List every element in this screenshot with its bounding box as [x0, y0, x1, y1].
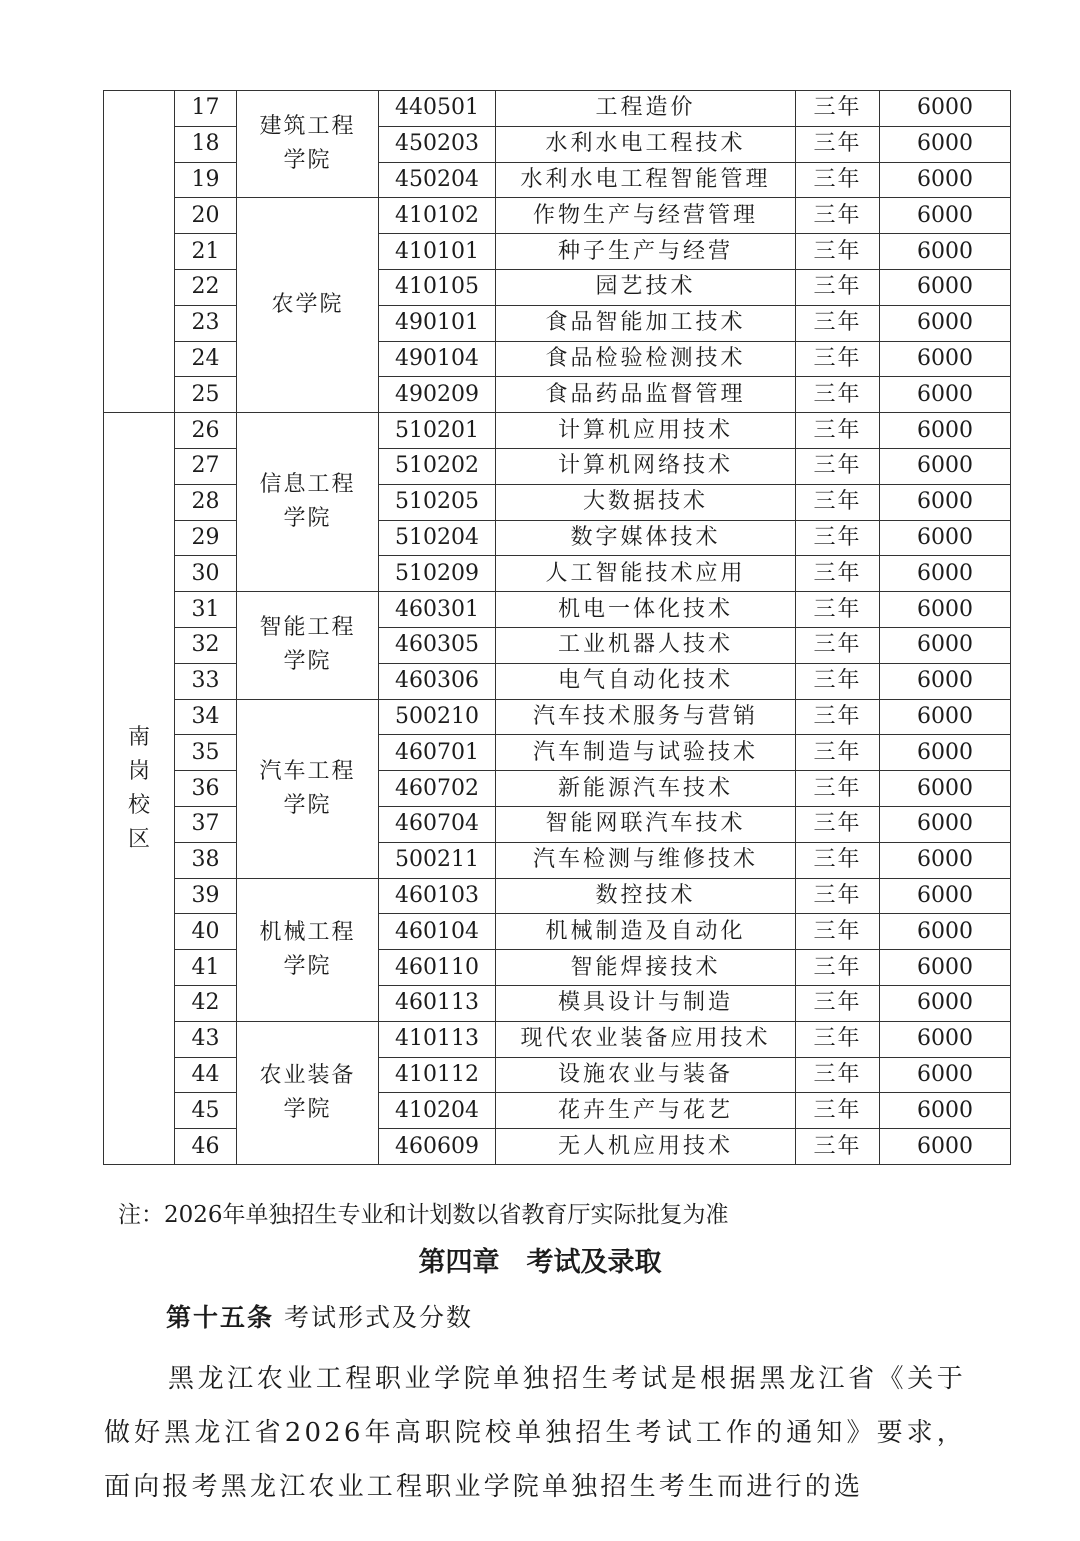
major-name-cell: 汽车技术服务与营销 — [496, 699, 796, 735]
major-code-cell: 510205 — [379, 484, 496, 520]
row-number-cell: 22 — [175, 269, 237, 305]
duration-cell: 三年 — [796, 950, 880, 986]
major-name-cell: 计算机网络技术 — [496, 448, 796, 484]
row-number-cell: 20 — [175, 198, 237, 234]
row-number-cell: 43 — [175, 1021, 237, 1057]
table-row — [104, 878, 1011, 914]
major-code-cell: 450203 — [379, 126, 496, 162]
majors-table-body — [104, 91, 1011, 1165]
fee-cell: 6000 — [880, 699, 1011, 735]
fee-cell: 6000 — [880, 1057, 1011, 1093]
major-code-cell: 460113 — [379, 985, 496, 1021]
article-label: 第十五条 — [166, 1303, 275, 1332]
major-name-cell: 电气自动化技术 — [496, 663, 796, 699]
row-number-cell: 28 — [175, 484, 237, 520]
table-row — [104, 592, 1011, 628]
fee-cell: 6000 — [880, 771, 1011, 807]
row-number-cell: 33 — [175, 663, 237, 699]
duration-cell: 三年 — [796, 663, 880, 699]
fee-cell: 6000 — [880, 556, 1011, 592]
major-code-cell: 410113 — [379, 1021, 496, 1057]
major-name-cell: 新能源汽车技术 — [496, 771, 796, 807]
row-number-cell: 29 — [175, 520, 237, 556]
fee-cell: 6000 — [880, 448, 1011, 484]
article-heading — [166, 1298, 473, 1334]
major-code-cell: 490209 — [379, 377, 496, 413]
row-number-cell: 45 — [175, 1093, 237, 1129]
fee-cell: 6000 — [880, 806, 1011, 842]
major-code-cell: 510204 — [379, 520, 496, 556]
major-code-cell: 460305 — [379, 627, 496, 663]
major-code-cell: 460609 — [379, 1129, 496, 1165]
major-code-cell: 500210 — [379, 699, 496, 735]
fee-cell: 6000 — [880, 878, 1011, 914]
major-code-cell: 510209 — [379, 556, 496, 592]
article-title: 考试形式及分数 — [283, 1303, 473, 1332]
fee-cell: 6000 — [880, 413, 1011, 449]
fee-cell: 6000 — [880, 484, 1011, 520]
college-cell: 智能工程 学院 — [237, 592, 379, 699]
row-number-cell: 30 — [175, 556, 237, 592]
fee-cell: 6000 — [880, 950, 1011, 986]
fee-cell: 6000 — [880, 520, 1011, 556]
major-code-cell: 410102 — [379, 198, 496, 234]
major-code-cell: 410101 — [379, 234, 496, 270]
major-code-cell: 490104 — [379, 341, 496, 377]
row-number-cell: 44 — [175, 1057, 237, 1093]
duration-cell: 三年 — [796, 914, 880, 950]
row-number-cell: 35 — [175, 735, 237, 771]
table-row — [104, 1021, 1011, 1057]
college-cell: 信息工程 学院 — [237, 413, 379, 592]
college-cell: 农学院 — [237, 198, 379, 413]
table-row — [104, 198, 1011, 234]
major-name-cell: 数字媒体技术 — [496, 520, 796, 556]
major-code-cell: 460301 — [379, 592, 496, 628]
fee-cell: 6000 — [880, 305, 1011, 341]
duration-cell: 三年 — [796, 771, 880, 807]
duration-cell: 三年 — [796, 806, 880, 842]
major-name-cell: 数控技术 — [496, 878, 796, 914]
major-code-cell: 490101 — [379, 305, 496, 341]
fee-cell: 6000 — [880, 91, 1011, 127]
row-number-cell: 18 — [175, 126, 237, 162]
major-name-cell: 园艺技术 — [496, 269, 796, 305]
campus-cell — [104, 91, 175, 413]
major-name-cell: 人工智能技术应用 — [496, 556, 796, 592]
major-name-cell: 智能焊接技术 — [496, 950, 796, 986]
majors-table — [103, 90, 1011, 1165]
major-name-cell: 机械制造及自动化 — [496, 914, 796, 950]
row-number-cell: 21 — [175, 234, 237, 270]
duration-cell: 三年 — [796, 985, 880, 1021]
campus-cell: 南 岗 校 区 — [104, 413, 175, 1165]
major-name-cell: 模具设计与制造 — [496, 985, 796, 1021]
fee-cell: 6000 — [880, 842, 1011, 878]
row-number-cell: 40 — [175, 914, 237, 950]
duration-cell: 三年 — [796, 413, 880, 449]
college-cell: 汽车工程 学院 — [237, 699, 379, 878]
major-name-cell: 汽车制造与试验技术 — [496, 735, 796, 771]
major-name-cell: 大数据技术 — [496, 484, 796, 520]
row-number-cell: 19 — [175, 162, 237, 198]
fee-cell: 6000 — [880, 663, 1011, 699]
duration-cell: 三年 — [796, 484, 880, 520]
major-name-cell: 现代农业装备应用技术 — [496, 1021, 796, 1057]
college-cell: 建筑工程 学院 — [237, 91, 379, 198]
row-number-cell: 39 — [175, 878, 237, 914]
duration-cell: 三年 — [796, 269, 880, 305]
fee-cell: 6000 — [880, 627, 1011, 663]
fee-cell: 6000 — [880, 341, 1011, 377]
major-name-cell: 水利水电工程智能管理 — [496, 162, 796, 198]
major-code-cell: 460104 — [379, 914, 496, 950]
row-number-cell: 37 — [175, 806, 237, 842]
major-name-cell: 食品检验检测技术 — [496, 341, 796, 377]
fee-cell: 6000 — [880, 269, 1011, 305]
major-name-cell: 设施农业与装备 — [496, 1057, 796, 1093]
row-number-cell: 42 — [175, 985, 237, 1021]
major-name-cell: 工程造价 — [496, 91, 796, 127]
duration-cell: 三年 — [796, 341, 880, 377]
college-cell: 机械工程 学院 — [237, 878, 379, 1021]
duration-cell: 三年 — [796, 91, 880, 127]
fee-cell: 6000 — [880, 1021, 1011, 1057]
table-row — [104, 699, 1011, 735]
major-code-cell: 460704 — [379, 806, 496, 842]
fee-cell: 6000 — [880, 377, 1011, 413]
fee-cell: 6000 — [880, 198, 1011, 234]
fee-cell: 6000 — [880, 592, 1011, 628]
major-name-cell: 种子生产与经营 — [496, 234, 796, 270]
fee-cell: 6000 — [880, 1129, 1011, 1165]
fee-cell: 6000 — [880, 234, 1011, 270]
college-cell: 农业装备 学院 — [237, 1021, 379, 1164]
table-note: 注：2026年单独招生专业和计划数以省教育厅实际批复为准 — [118, 1202, 729, 1228]
row-number-cell: 27 — [175, 448, 237, 484]
row-number-cell: 41 — [175, 950, 237, 986]
row-number-cell: 17 — [175, 91, 237, 127]
major-name-cell: 食品药品监督管理 — [496, 377, 796, 413]
row-number-cell: 46 — [175, 1129, 237, 1165]
row-number-cell: 24 — [175, 341, 237, 377]
major-name-cell: 智能网联汽车技术 — [496, 806, 796, 842]
duration-cell: 三年 — [796, 699, 880, 735]
major-code-cell: 510202 — [379, 448, 496, 484]
duration-cell: 三年 — [796, 305, 880, 341]
table-row — [104, 91, 1011, 127]
duration-cell: 三年 — [796, 556, 880, 592]
duration-cell: 三年 — [796, 126, 880, 162]
major-code-cell: 500211 — [379, 842, 496, 878]
duration-cell: 三年 — [796, 878, 880, 914]
fee-cell: 6000 — [880, 1093, 1011, 1129]
row-number-cell: 34 — [175, 699, 237, 735]
major-name-cell: 工业机器人技术 — [496, 627, 796, 663]
row-number-cell: 26 — [175, 413, 237, 449]
major-code-cell: 460103 — [379, 878, 496, 914]
major-code-cell: 450204 — [379, 162, 496, 198]
duration-cell: 三年 — [796, 198, 880, 234]
major-name-cell: 食品智能加工技术 — [496, 305, 796, 341]
major-name-cell: 花卉生产与花艺 — [496, 1093, 796, 1129]
fee-cell: 6000 — [880, 126, 1011, 162]
row-number-cell: 31 — [175, 592, 237, 628]
body-paragraph: 黑龙江农业工程职业学院单独招生考试是根据黑龙江省《关于做好黑龙江省2026年高职院校单独招生考试工作的通知》要求，面向报考黑龙江农业工程职业学院单独招生考生而进行的选 — [104, 1364, 966, 1502]
duration-cell: 三年 — [796, 842, 880, 878]
duration-cell: 三年 — [796, 162, 880, 198]
row-number-cell: 32 — [175, 627, 237, 663]
major-code-cell: 410105 — [379, 269, 496, 305]
duration-cell: 三年 — [796, 520, 880, 556]
row-number-cell: 38 — [175, 842, 237, 878]
duration-cell: 三年 — [796, 448, 880, 484]
table-row — [104, 413, 1011, 449]
major-name-cell: 汽车检测与维修技术 — [496, 842, 796, 878]
fee-cell: 6000 — [880, 162, 1011, 198]
duration-cell: 三年 — [796, 234, 880, 270]
major-code-cell: 460306 — [379, 663, 496, 699]
duration-cell: 三年 — [796, 1129, 880, 1165]
major-code-cell: 410112 — [379, 1057, 496, 1093]
duration-cell: 三年 — [796, 1093, 880, 1129]
duration-cell: 三年 — [796, 1057, 880, 1093]
duration-cell: 三年 — [796, 592, 880, 628]
major-code-cell: 440501 — [379, 91, 496, 127]
major-name-cell: 水利水电工程技术 — [496, 126, 796, 162]
chapter-title: 第四章 考试及录取 — [418, 1247, 662, 1278]
fee-cell: 6000 — [880, 735, 1011, 771]
major-code-cell: 510201 — [379, 413, 496, 449]
fee-cell: 6000 — [880, 985, 1011, 1021]
major-name-cell: 无人机应用技术 — [496, 1129, 796, 1165]
fee-cell: 6000 — [880, 914, 1011, 950]
row-number-cell: 25 — [175, 377, 237, 413]
major-name-cell: 作物生产与经营管理 — [496, 198, 796, 234]
duration-cell: 三年 — [796, 627, 880, 663]
duration-cell: 三年 — [796, 1021, 880, 1057]
major-code-cell: 460702 — [379, 771, 496, 807]
major-code-cell: 410204 — [379, 1093, 496, 1129]
major-code-cell: 460701 — [379, 735, 496, 771]
major-code-cell: 460110 — [379, 950, 496, 986]
row-number-cell: 23 — [175, 305, 237, 341]
duration-cell: 三年 — [796, 735, 880, 771]
major-name-cell: 计算机应用技术 — [496, 413, 796, 449]
row-number-cell: 36 — [175, 771, 237, 807]
duration-cell: 三年 — [796, 377, 880, 413]
major-name-cell: 机电一体化技术 — [496, 592, 796, 628]
